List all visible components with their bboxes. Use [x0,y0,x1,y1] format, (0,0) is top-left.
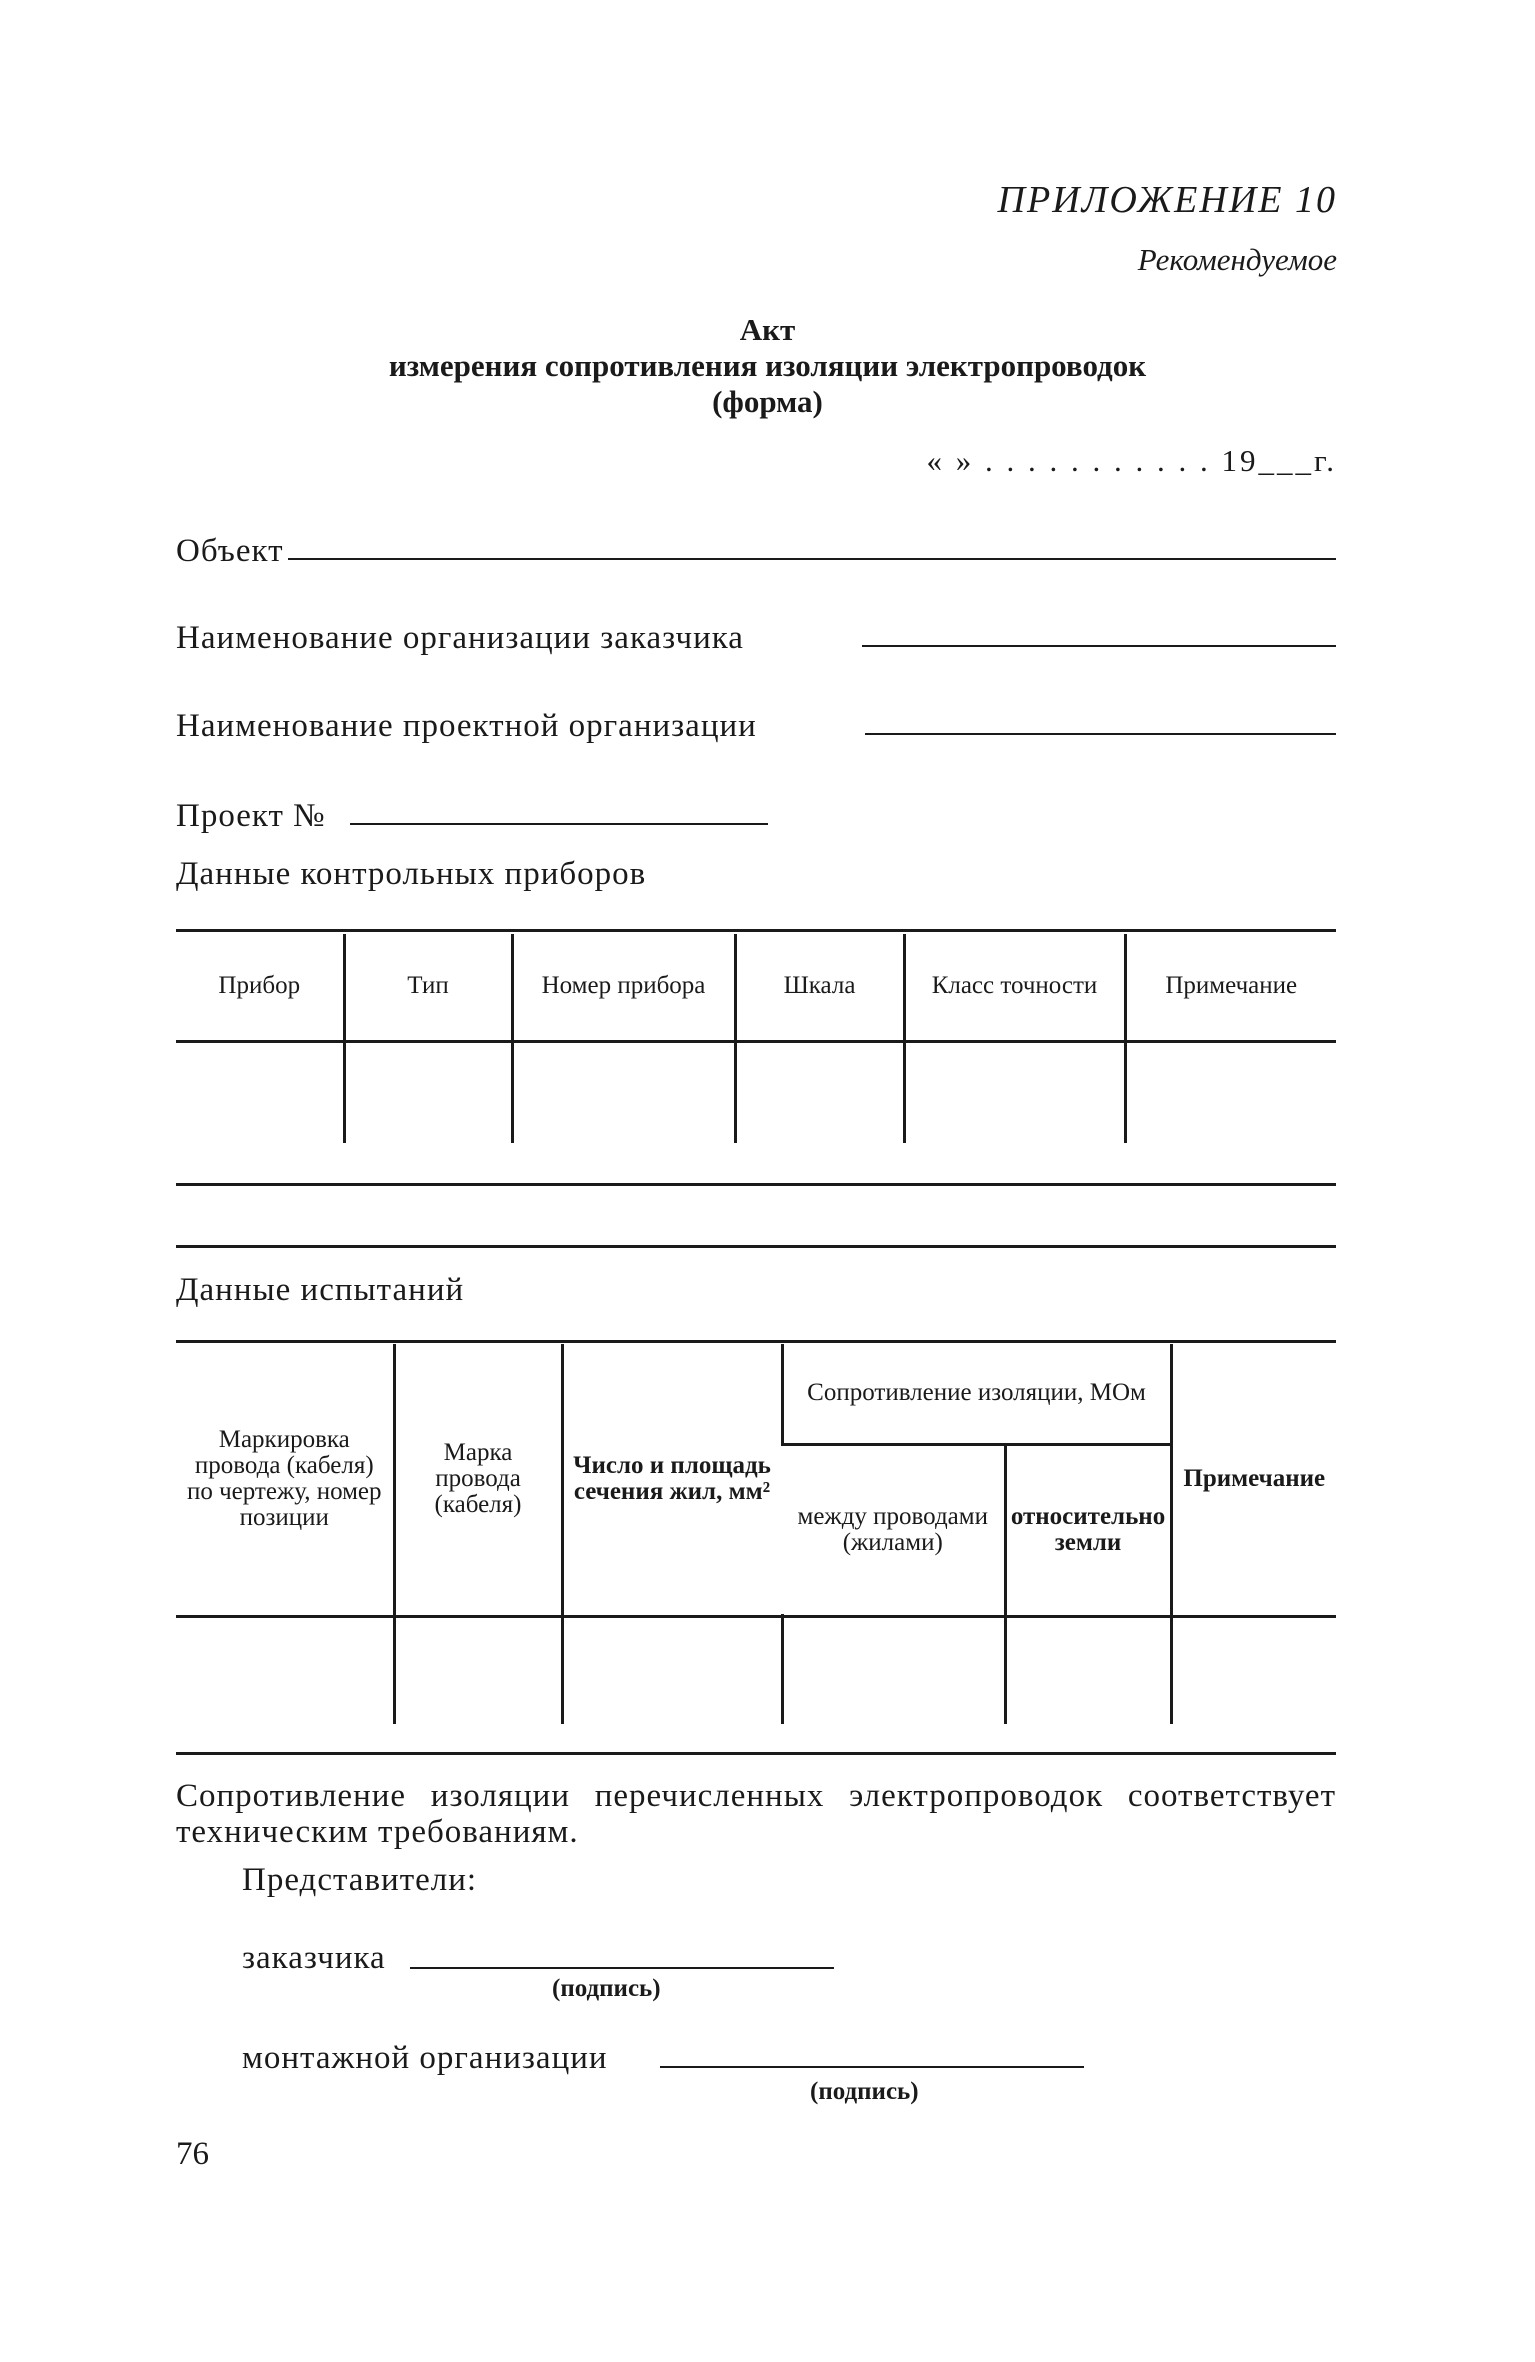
col-wire-brand: Марка провода (кабеля) [394,1344,562,1614]
tests-table-bottom-rule [176,1752,1336,1755]
representatives-label: Представители: [242,1862,478,1898]
table-cell[interactable] [176,1037,344,1143]
col-note: Примечание [1125,934,1336,1037]
table-cell[interactable] [782,1614,1005,1724]
col-type: Тип [344,934,512,1037]
col-insulation-resistance: Сопротивление изоляции, МОм [782,1344,1171,1444]
table-cell[interactable] [512,1037,735,1143]
tests-table-top-rule [176,1340,1336,1343]
project-number-input-line[interactable] [350,823,768,825]
table-cell[interactable] [735,1037,904,1143]
design-org-input-line[interactable] [865,733,1336,735]
col-accuracy-class: Класс точности [904,934,1125,1037]
installer-signature-caption: (подпись) [810,2078,919,2105]
table-cell[interactable] [394,1614,562,1724]
installer-signature-line[interactable] [660,2066,1084,2068]
document-subtitle: измерения сопротивления изоляции электропроводок [388,348,1147,383]
col-between-cores: между проводами (жилами) [797,1502,988,1556]
date-line: « » . . . . . . . . . . . 19___г. [926,443,1337,478]
table-cell[interactable] [1171,1614,1336,1724]
table-cell[interactable] [904,1037,1125,1143]
object-label: Объект [176,533,284,569]
installer-signature-label: монтажной организации [242,2040,608,2076]
col-instrument: Прибор [218,971,301,999]
customer-org-label: Наименование организации заказчика [176,620,744,656]
table-row [176,1614,1336,1724]
tests-heading: Данные испытаний [176,1272,465,1308]
customer-signature-line[interactable] [410,1967,834,1969]
document-title: Акт [739,312,796,347]
table-cell[interactable] [176,1614,394,1724]
table-row [176,1037,1336,1143]
instruments-table-top-rule [176,929,1336,932]
instruments-table-bottom-rule [176,1183,1336,1186]
customer-signature-label: заказчика [242,1940,386,1976]
page-number: 76 [176,2136,209,2172]
recommended-label: Рекомендуемое [1137,242,1337,277]
table-cell[interactable] [344,1037,512,1143]
col-to-ground: относительно земли [1005,1444,1171,1614]
tests-table-header-rule [176,1615,1336,1618]
appendix-number: ПРИЛОЖЕНИЕ 10 [997,179,1337,221]
instruments-table [176,934,1336,1143]
tests-table [176,1344,1336,1724]
instruments-table-header-rule [176,1040,1336,1043]
design-org-label: Наименование проектной организации [176,708,757,744]
customer-signature-caption: (подпись) [552,1975,661,2002]
instruments-table-extra-rule [176,1245,1336,1248]
customer-org-input-line[interactable] [862,645,1336,647]
conclusion-text: Сопротивление изоляции перечисленных электропроводок соответствует техническим требованиям. [176,1778,1336,1850]
form-label: (форма) [712,384,823,419]
col-instrument-number: Номер прибора [512,934,735,1037]
table-cell[interactable] [1125,1037,1336,1143]
col-cores-section: Число и площадь сечения жил, мм² [562,1344,782,1614]
instruments-heading: Данные контрольных приборов [176,856,647,892]
col-wire-marking: Маркировка провода (кабеля) по чертежу, номер позиции [186,1426,382,1531]
col-scale: Шкала [735,934,904,1037]
col-test-note: Примечание [1171,1344,1336,1614]
table-cell[interactable] [562,1614,782,1724]
project-number-label: Проект № [176,798,326,834]
object-input-line[interactable] [288,558,1336,560]
table-cell[interactable] [1005,1614,1171,1724]
